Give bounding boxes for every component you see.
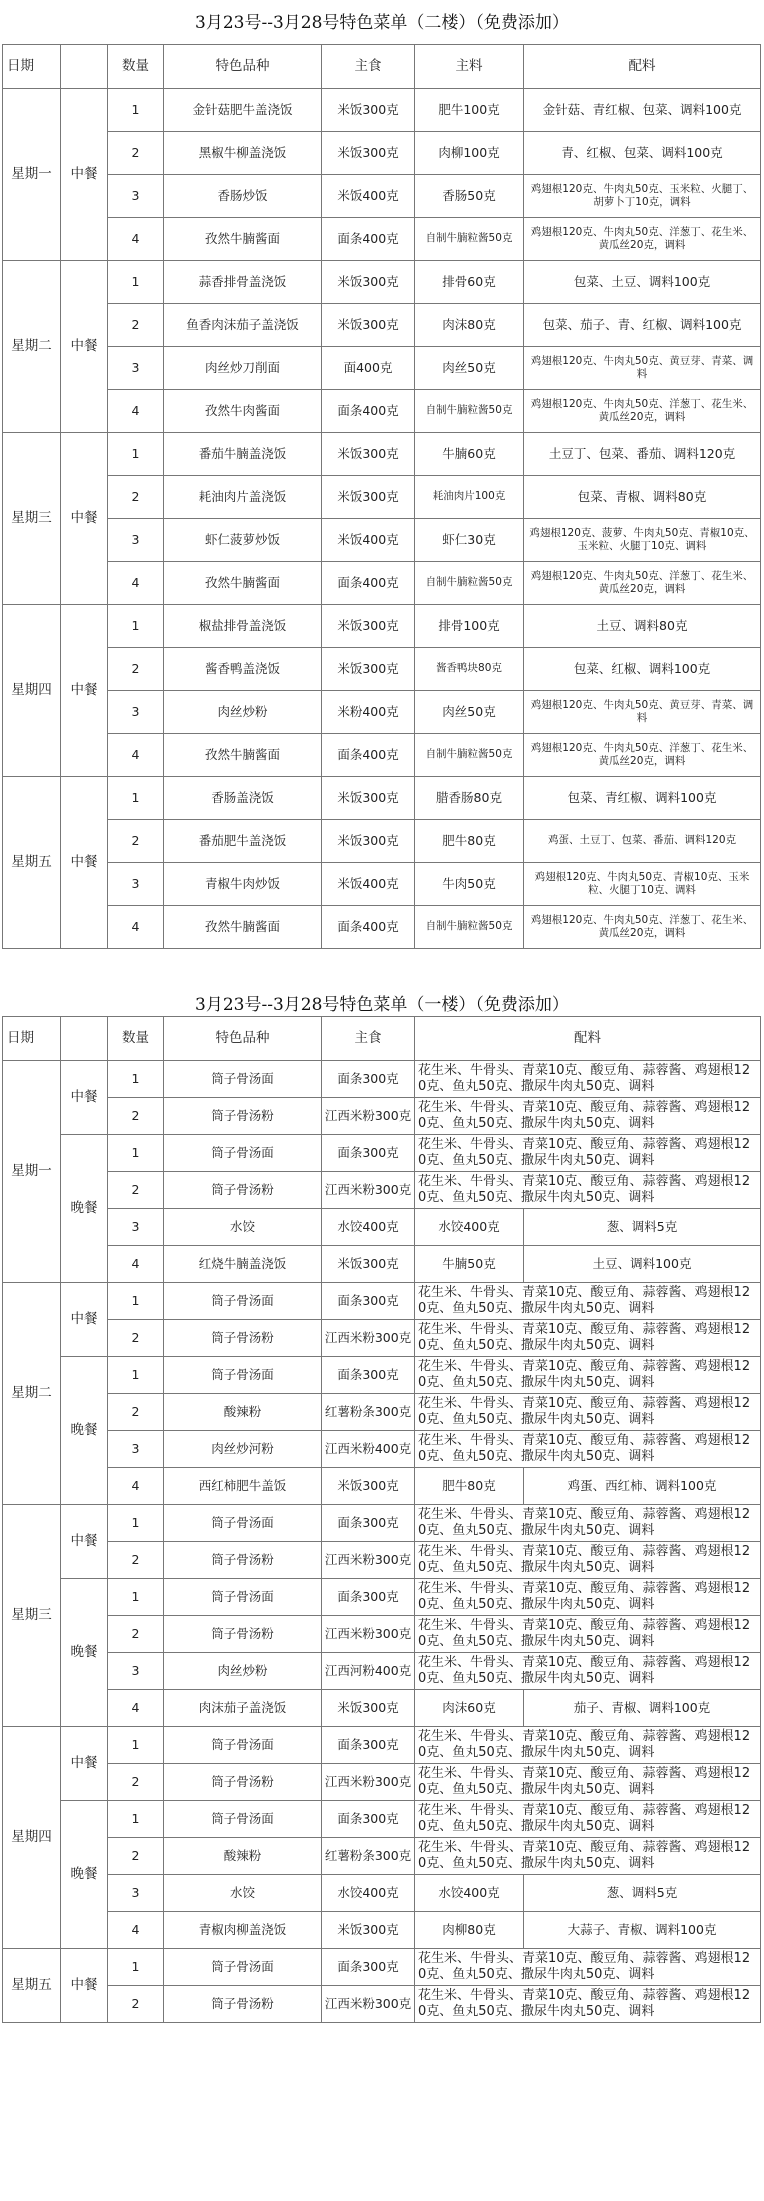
table-row: [3, 519, 761, 562]
dish-cell: 红烧牛腩盖浇饭: [164, 1246, 322, 1283]
main-cell: 肥牛80克: [415, 820, 524, 863]
menu2-header-row: [3, 1017, 761, 1061]
dish-cell: 筒子骨汤粉: [164, 1542, 322, 1579]
qty-cell: 2: [108, 1320, 164, 1357]
side-cell: 鸡翅根120克、牛肉丸50克、黄豆芽、青菜、调料: [524, 691, 761, 734]
staple-cell: 米饭300克: [322, 89, 415, 132]
menu1-title: 3月23号--3月28号特色菜单（二楼）（免费添加）: [195, 13, 569, 33]
side-cell: 花生米、牛骨头、青菜10克、酸豆角、蒜蓉酱、鸡翅根120克、鱼丸50克、撒尿牛肉丸50克、调料: [415, 1394, 761, 1431]
table-row: [3, 1172, 761, 1209]
dish-cell: 筒子骨汤粉: [164, 1098, 322, 1135]
qty-cell: 2: [108, 1616, 164, 1653]
main-cell: 水饺400克: [415, 1875, 524, 1912]
staple-cell: 面条300克: [322, 1727, 415, 1764]
day-label: 星期四: [3, 1727, 61, 1949]
main-cell: 腊香肠80克: [415, 777, 524, 820]
qty-cell: 1: [108, 1727, 164, 1764]
qty-cell: 3: [108, 863, 164, 906]
menu1-table: [2, 44, 761, 949]
header-staple: 主食: [322, 45, 415, 89]
menu2-table: [2, 1016, 761, 2023]
staple-cell: 面条400克: [322, 390, 415, 433]
qty-cell: 1: [108, 1135, 164, 1172]
staple-cell: 米饭300克: [322, 648, 415, 691]
day-label: 星期五: [3, 777, 61, 949]
side-cell: 花生米、牛骨头、青菜10克、酸豆角、蒜蓉酱、鸡翅根120克、鱼丸50克、撒尿牛肉丸50克、调料: [415, 1098, 761, 1135]
dish-cell: 孜然牛腩酱面: [164, 562, 322, 605]
qty-cell: 3: [108, 347, 164, 390]
main-cell: 牛腩50克: [415, 1246, 524, 1283]
table-row: [3, 562, 761, 605]
table-row: [3, 1727, 761, 1764]
staple-cell: 江西米粉300克: [322, 1098, 415, 1135]
staple-cell: 面条300克: [322, 1801, 415, 1838]
qty-cell: 4: [108, 1468, 164, 1505]
side-cell: 鸡翅根120克、牛肉丸50克、洋葱丁、花生米、黄瓜丝20克，调料: [524, 734, 761, 777]
staple-cell: 面条300克: [322, 1505, 415, 1542]
header-side: 配料: [524, 45, 761, 89]
qty-cell: 1: [108, 1949, 164, 1986]
staple-cell: 面条300克: [322, 1283, 415, 1320]
side-cell: 鸡翅根120克、牛肉丸50克、黄豆芽、青菜、调料: [524, 347, 761, 390]
table-row: [3, 1801, 761, 1838]
staple-cell: 江西米粉300克: [322, 1172, 415, 1209]
qty-cell: 1: [108, 605, 164, 648]
staple-cell: 水饺400克: [322, 1875, 415, 1912]
table-row: [3, 1838, 761, 1875]
table-row: [3, 691, 761, 734]
dish-cell: 鱼香肉沫茄子盖浇饭: [164, 304, 322, 347]
meal-label: 晚餐: [61, 1579, 108, 1727]
table-row: [3, 1357, 761, 1394]
staple-cell: 米饭300克: [322, 1912, 415, 1949]
staple-cell: 江西米粉300克: [322, 1986, 415, 2023]
qty-cell: 2: [108, 1542, 164, 1579]
staple-cell: 米饭300克: [322, 1246, 415, 1283]
header-dish: 特色品种: [164, 1017, 322, 1061]
staple-cell: 米饭400克: [322, 175, 415, 218]
qty-cell: 3: [108, 1209, 164, 1246]
dish-cell: 酸辣粉: [164, 1394, 322, 1431]
meal-label: 中餐: [61, 777, 108, 949]
dish-cell: 筒子骨汤面: [164, 1949, 322, 1986]
side-cell: 鸡翅根120克、牛肉丸50克、玉米粒、火腿丁、胡萝卜丁10克，调料: [524, 175, 761, 218]
qty-cell: 3: [108, 1431, 164, 1468]
side-cell: 包菜、青椒、调料80克: [524, 476, 761, 519]
staple-cell: 面条300克: [322, 1357, 415, 1394]
staple-cell: 米饭300克: [322, 820, 415, 863]
day-label: 星期三: [3, 1505, 61, 1727]
main-cell: 肉丝50克: [415, 347, 524, 390]
dish-cell: 孜然牛腩酱面: [164, 734, 322, 777]
main-cell: 肉丝50克: [415, 691, 524, 734]
qty-cell: 2: [108, 132, 164, 175]
main-cell: 自制牛腩粒酱50克: [415, 734, 524, 777]
qty-cell: 3: [108, 1875, 164, 1912]
table-row: [3, 1949, 761, 1986]
meal-label: 中餐: [61, 89, 108, 261]
main-cell: 耗油肉片100克: [415, 476, 524, 519]
meal-label: 晚餐: [61, 1801, 108, 1949]
table-row: [3, 304, 761, 347]
staple-cell: 米饭400克: [322, 519, 415, 562]
side-cell: 茄子、青椒、调料100克: [524, 1690, 761, 1727]
side-cell: 鸡蛋、土豆丁、包菜、番茄、调料120克: [524, 820, 761, 863]
side-cell: 包菜、土豆、调料100克: [524, 261, 761, 304]
qty-cell: 4: [108, 734, 164, 777]
side-cell: 花生米、牛骨头、青菜10克、酸豆角、蒜蓉酱、鸡翅根120克、鱼丸50克、撒尿牛肉丸50克、调料: [415, 1801, 761, 1838]
dish-cell: 筒子骨汤粉: [164, 1320, 322, 1357]
table-row: [3, 261, 761, 304]
header-date: 日期: [3, 1017, 61, 1061]
side-cell: 鸡翅根120克、牛肉丸50克、洋葱丁、花生米、黄瓜丝20克，调料: [524, 906, 761, 949]
table-row: [3, 476, 761, 519]
table-row: [3, 1098, 761, 1135]
table-row: [3, 1431, 761, 1468]
table-row: [3, 1875, 761, 1912]
side-cell: 花生米、牛骨头、青菜10克、酸豆角、蒜蓉酱、鸡翅根120克、鱼丸50克、撒尿牛肉丸50克、调料: [415, 1616, 761, 1653]
staple-cell: 面400克: [322, 347, 415, 390]
dish-cell: 黑椒牛柳盖浇饭: [164, 132, 322, 175]
qty-cell: 4: [108, 1912, 164, 1949]
day-label: 星期五: [3, 1949, 61, 2023]
side-cell: 包菜、红椒、调料100克: [524, 648, 761, 691]
staple-cell: 米饭300克: [322, 1690, 415, 1727]
side-cell: 鸡翅根120克、菠萝、牛肉丸50克、青椒10克、玉米粒、火腿丁10克、调料: [524, 519, 761, 562]
side-cell: 葱、调料5克: [524, 1209, 761, 1246]
main-cell: 酱香鸭块80克: [415, 648, 524, 691]
table-row: [3, 1653, 761, 1690]
qty-cell: 4: [108, 218, 164, 261]
qty-cell: 4: [108, 1690, 164, 1727]
staple-cell: 江西米粉300克: [322, 1764, 415, 1801]
day-label: 星期四: [3, 605, 61, 777]
main-cell: 肉沫60克: [415, 1690, 524, 1727]
side-cell: 花生米、牛骨头、青菜10克、酸豆角、蒜蓉酱、鸡翅根120克、鱼丸50克、撒尿牛肉丸50克、调料: [415, 1764, 761, 1801]
dish-cell: 西红柿肥牛盖饭: [164, 1468, 322, 1505]
table-row: [3, 777, 761, 820]
day-label: 星期一: [3, 89, 61, 261]
dish-cell: 椒盐排骨盖浇饭: [164, 605, 322, 648]
qty-cell: 1: [108, 433, 164, 476]
table-row: [3, 132, 761, 175]
side-cell: 花生米、牛骨头、青菜10克、酸豆角、蒜蓉酱、鸡翅根120克、鱼丸50克、撒尿牛肉丸50克、调料: [415, 1579, 761, 1616]
dish-cell: 筒子骨汤粉: [164, 1616, 322, 1653]
staple-cell: 面条400克: [322, 218, 415, 261]
header-qty: 数量: [108, 45, 164, 89]
qty-cell: 1: [108, 1579, 164, 1616]
dish-cell: 筒子骨汤粉: [164, 1172, 322, 1209]
dish-cell: 虾仁菠萝炒饭: [164, 519, 322, 562]
side-cell: 土豆、调料80克: [524, 605, 761, 648]
staple-cell: 米饭300克: [322, 261, 415, 304]
main-cell: 排骨60克: [415, 261, 524, 304]
table-row: [3, 1764, 761, 1801]
meal-label: 中餐: [61, 1505, 108, 1579]
staple-cell: 面条400克: [322, 562, 415, 605]
header-staple: 主食: [322, 1017, 415, 1061]
side-cell: 葱、调料5克: [524, 1875, 761, 1912]
table-row: [3, 734, 761, 777]
meal-label: 中餐: [61, 433, 108, 605]
table-row: [3, 605, 761, 648]
table-row: [3, 89, 761, 132]
table-row: [3, 347, 761, 390]
table-row: [3, 1209, 761, 1246]
side-cell: 花生米、牛骨头、青菜10克、酸豆角、蒜蓉酱、鸡翅根120克、鱼丸50克、撒尿牛肉丸50克、调料: [415, 1061, 761, 1098]
table-row: [3, 175, 761, 218]
day-label: 星期二: [3, 1283, 61, 1505]
qty-cell: 1: [108, 261, 164, 304]
side-cell: 花生米、牛骨头、青菜10克、酸豆角、蒜蓉酱、鸡翅根120克、鱼丸50克、撒尿牛肉丸50克、调料: [415, 1283, 761, 1320]
qty-cell: 2: [108, 1098, 164, 1135]
dish-cell: 筒子骨汤面: [164, 1801, 322, 1838]
qty-cell: 2: [108, 1172, 164, 1209]
staple-cell: 面条300克: [322, 1061, 415, 1098]
qty-cell: 1: [108, 89, 164, 132]
meal-label: 中餐: [61, 1283, 108, 1357]
meal-label: 中餐: [61, 1061, 108, 1135]
dish-cell: 孜然牛肉酱面: [164, 390, 322, 433]
qty-cell: 2: [108, 648, 164, 691]
meal-label: 中餐: [61, 1949, 108, 2023]
table-row: [3, 1320, 761, 1357]
day-label: 星期一: [3, 1061, 61, 1283]
meal-label: 中餐: [61, 605, 108, 777]
main-cell: 牛肉50克: [415, 863, 524, 906]
side-cell: 鸡翅根120克、牛肉丸50克、青椒10克、玉米粒、火腿丁10克、调料: [524, 863, 761, 906]
header-date: 日期: [3, 45, 61, 89]
main-cell: 水饺400克: [415, 1209, 524, 1246]
menu2-title: 3月23号--3月28号特色菜单（一楼）（免费添加）: [195, 995, 569, 1015]
dish-cell: 筒子骨汤粉: [164, 1986, 322, 2023]
dish-cell: 金针菇肥牛盖浇饭: [164, 89, 322, 132]
qty-cell: 3: [108, 1653, 164, 1690]
staple-cell: 米饭300克: [322, 777, 415, 820]
table-row: [3, 906, 761, 949]
table-row: [3, 390, 761, 433]
table-row: [3, 1135, 761, 1172]
header-dish: 特色品种: [164, 45, 322, 89]
staple-cell: 面条400克: [322, 734, 415, 777]
qty-cell: 2: [108, 1986, 164, 2023]
staple-cell: 江西河粉400克: [322, 1653, 415, 1690]
staple-cell: 米饭300克: [322, 605, 415, 648]
side-cell: 鸡蛋、西红柿、调料100克: [524, 1468, 761, 1505]
qty-cell: 3: [108, 519, 164, 562]
table-row: [3, 1690, 761, 1727]
dish-cell: 筒子骨汤面: [164, 1061, 322, 1098]
header-meal: [61, 1017, 108, 1061]
staple-cell: 江西米粉300克: [322, 1616, 415, 1653]
main-cell: 自制牛腩粒酱50克: [415, 390, 524, 433]
qty-cell: 1: [108, 1801, 164, 1838]
staple-cell: 米饭300克: [322, 1468, 415, 1505]
dish-cell: 孜然牛腩酱面: [164, 906, 322, 949]
staple-cell: 水饺400克: [322, 1209, 415, 1246]
header-main: 主料: [415, 45, 524, 89]
dish-cell: 香肠盖浇饭: [164, 777, 322, 820]
main-cell: 肉沫80克: [415, 304, 524, 347]
meal-label: 晚餐: [61, 1357, 108, 1505]
main-cell: 肉柳80克: [415, 1912, 524, 1949]
qty-cell: 2: [108, 820, 164, 863]
table-row: [3, 1616, 761, 1653]
qty-cell: 1: [108, 1061, 164, 1098]
main-cell: 肥牛80克: [415, 1468, 524, 1505]
dish-cell: 肉丝炒刀削面: [164, 347, 322, 390]
dish-cell: 筒子骨汤粉: [164, 1764, 322, 1801]
qty-cell: 2: [108, 476, 164, 519]
main-cell: 肉柳100克: [415, 132, 524, 175]
dish-cell: 番茄肥牛盖浇饭: [164, 820, 322, 863]
dish-cell: 孜然牛腩酱面: [164, 218, 322, 261]
main-cell: 自制牛腩粒酱50克: [415, 906, 524, 949]
main-cell: 自制牛腩粒酱50克: [415, 562, 524, 605]
side-cell: 花生米、牛骨头、青菜10克、酸豆角、蒜蓉酱、鸡翅根120克、鱼丸50克、撒尿牛肉丸50克、调料: [415, 1431, 761, 1468]
table-row: [3, 863, 761, 906]
side-cell: 包菜、茄子、青、红椒、调料100克: [524, 304, 761, 347]
qty-cell: 1: [108, 1505, 164, 1542]
table-row: [3, 1061, 761, 1098]
qty-cell: 3: [108, 175, 164, 218]
day-label: 星期二: [3, 261, 61, 433]
dish-cell: 肉沫茄子盖浇饭: [164, 1690, 322, 1727]
dish-cell: 筒子骨汤面: [164, 1579, 322, 1616]
qty-cell: 4: [108, 390, 164, 433]
qty-cell: 2: [108, 1394, 164, 1431]
dish-cell: 筒子骨汤面: [164, 1727, 322, 1764]
table-row: [3, 433, 761, 476]
header-qty: 数量: [108, 1017, 164, 1061]
dish-cell: 酸辣粉: [164, 1838, 322, 1875]
qty-cell: 4: [108, 1246, 164, 1283]
meal-label: 中餐: [61, 261, 108, 433]
table-row: [3, 1912, 761, 1949]
dish-cell: 肉丝炒粉: [164, 1653, 322, 1690]
side-cell: 鸡翅根120克、牛肉丸50克、洋葱丁、花生米、黄瓜丝20克，调料: [524, 390, 761, 433]
qty-cell: 2: [108, 1838, 164, 1875]
main-cell: 自制牛腩粒酱50克: [415, 218, 524, 261]
staple-cell: 米饭400克: [322, 863, 415, 906]
table-row: [3, 1505, 761, 1542]
qty-cell: 1: [108, 777, 164, 820]
table-row: [3, 648, 761, 691]
staple-cell: 江西米粉300克: [322, 1320, 415, 1357]
table-row: [3, 218, 761, 261]
dish-cell: 青椒肉柳盖浇饭: [164, 1912, 322, 1949]
staple-cell: 江西米粉400克: [322, 1431, 415, 1468]
side-cell: 花生米、牛骨头、青菜10克、酸豆角、蒜蓉酱、鸡翅根120克、鱼丸50克、撒尿牛肉丸50克、调料: [415, 1653, 761, 1690]
header-meal: [61, 45, 108, 89]
staple-cell: 米粉400克: [322, 691, 415, 734]
side-cell: 包菜、青红椒、调料100克: [524, 777, 761, 820]
meal-label: 中餐: [61, 1727, 108, 1801]
side-cell: 鸡翅根120克、牛肉丸50克、洋葱丁、花生米、黄瓜丝20克，调料: [524, 562, 761, 605]
side-cell: 土豆、调料100克: [524, 1246, 761, 1283]
staple-cell: 红薯粉条300克: [322, 1838, 415, 1875]
menu1-header-row: [3, 45, 761, 89]
dish-cell: 肉丝炒河粉: [164, 1431, 322, 1468]
table-row: [3, 1542, 761, 1579]
dish-cell: 香肠炒饭: [164, 175, 322, 218]
dish-cell: 番茄牛腩盖浇饭: [164, 433, 322, 476]
side-cell: 花生米、牛骨头、青菜10克、酸豆角、蒜蓉酱、鸡翅根120克、鱼丸50克、撒尿牛肉丸50克、调料: [415, 1542, 761, 1579]
dish-cell: 耗油肉片盖浇饭: [164, 476, 322, 519]
main-cell: 虾仁30克: [415, 519, 524, 562]
header-side: 配料: [415, 1017, 761, 1061]
side-cell: 花生米、牛骨头、青菜10克、酸豆角、蒜蓉酱、鸡翅根120克、鱼丸50克、撒尿牛肉丸50克、调料: [415, 1505, 761, 1542]
staple-cell: 米饭300克: [322, 433, 415, 476]
main-cell: 牛腩60克: [415, 433, 524, 476]
table-row: [3, 1468, 761, 1505]
table-row: [3, 1394, 761, 1431]
side-cell: 花生米、牛骨头、青菜10克、酸豆角、蒜蓉酱、鸡翅根120克、鱼丸50克、撒尿牛肉丸50克、调料: [415, 1320, 761, 1357]
qty-cell: 4: [108, 906, 164, 949]
qty-cell: 4: [108, 562, 164, 605]
side-cell: 花生米、牛骨头、青菜10克、酸豆角、蒜蓉酱、鸡翅根120克、鱼丸50克、撒尿牛肉丸50克、调料: [415, 1838, 761, 1875]
side-cell: 大蒜子、青椒、调料100克: [524, 1912, 761, 1949]
table-row: [3, 1986, 761, 2023]
dish-cell: 筒子骨汤面: [164, 1505, 322, 1542]
staple-cell: 江西米粉300克: [322, 1542, 415, 1579]
staple-cell: 面条300克: [322, 1949, 415, 1986]
qty-cell: 1: [108, 1357, 164, 1394]
qty-cell: 3: [108, 691, 164, 734]
dish-cell: 肉丝炒粉: [164, 691, 322, 734]
qty-cell: 1: [108, 1283, 164, 1320]
side-cell: 花生米、牛骨头、青菜10克、酸豆角、蒜蓉酱、鸡翅根120克、鱼丸50克、撒尿牛肉丸50克、调料: [415, 1357, 761, 1394]
staple-cell: 面条300克: [322, 1135, 415, 1172]
main-cell: 肥牛100克: [415, 89, 524, 132]
dish-cell: 青椒牛肉炒饭: [164, 863, 322, 906]
side-cell: 花生米、牛骨头、青菜10克、酸豆角、蒜蓉酱、鸡翅根120克、鱼丸50克、撒尿牛肉丸50克、调料: [415, 1949, 761, 1986]
table-row: [3, 1246, 761, 1283]
table-row: [3, 1579, 761, 1616]
side-cell: 花生米、牛骨头、青菜10克、酸豆角、蒜蓉酱、鸡翅根120克、鱼丸50克、撒尿牛肉丸50克、调料: [415, 1172, 761, 1209]
main-cell: 排骨100克: [415, 605, 524, 648]
dish-cell: 筒子骨汤面: [164, 1357, 322, 1394]
dish-cell: 蒜香排骨盖浇饭: [164, 261, 322, 304]
qty-cell: 2: [108, 304, 164, 347]
dish-cell: 酱香鸭盖浇饭: [164, 648, 322, 691]
side-cell: 青、红椒、包菜、调料100克: [524, 132, 761, 175]
meal-label: 晚餐: [61, 1135, 108, 1283]
table-row: [3, 1283, 761, 1320]
dish-cell: 水饺: [164, 1209, 322, 1246]
dish-cell: 筒子骨汤面: [164, 1135, 322, 1172]
staple-cell: 面条400克: [322, 906, 415, 949]
table-row: [3, 820, 761, 863]
dish-cell: 筒子骨汤面: [164, 1283, 322, 1320]
staple-cell: 米饭300克: [322, 304, 415, 347]
side-cell: 金针菇、青红椒、包菜、调料100克: [524, 89, 761, 132]
main-cell: 香肠50克: [415, 175, 524, 218]
staple-cell: 米饭300克: [322, 476, 415, 519]
side-cell: 土豆丁、包菜、番茄、调料120克: [524, 433, 761, 476]
dish-cell: 水饺: [164, 1875, 322, 1912]
side-cell: 花生米、牛骨头、青菜10克、酸豆角、蒜蓉酱、鸡翅根120克、鱼丸50克、撒尿牛肉丸50克、调料: [415, 1727, 761, 1764]
qty-cell: 2: [108, 1764, 164, 1801]
side-cell: 花生米、牛骨头、青菜10克、酸豆角、蒜蓉酱、鸡翅根120克、鱼丸50克、撒尿牛肉丸50克、调料: [415, 1986, 761, 2023]
day-label: 星期三: [3, 433, 61, 605]
staple-cell: 米饭300克: [322, 132, 415, 175]
side-cell: 花生米、牛骨头、青菜10克、酸豆角、蒜蓉酱、鸡翅根120克、鱼丸50克、撒尿牛肉丸50克、调料: [415, 1135, 761, 1172]
side-cell: 鸡翅根120克、牛肉丸50克、洋葱丁、花生米、黄瓜丝20克，调料: [524, 218, 761, 261]
staple-cell: 面条300克: [322, 1579, 415, 1616]
staple-cell: 红薯粉条300克: [322, 1394, 415, 1431]
